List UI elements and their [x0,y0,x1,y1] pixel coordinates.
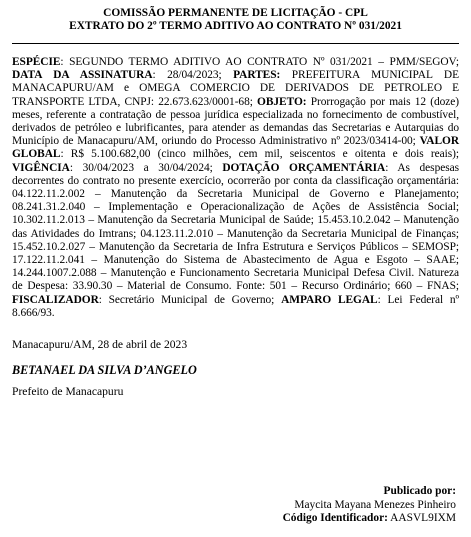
amparo-text: : Lei Federal nº 8.666/93. [12,293,460,319]
identifier-line [283,512,456,526]
header-divider [12,43,459,44]
data-assinatura-text: : 28/04/2023; [152,69,234,82]
especie-label: ESPÉCIE [12,56,61,68]
publication-block [283,485,456,526]
objeto-text: Prorrogação por mais 12 (doze) meses, referente a contratação de pessoa jurídica especializada no fornecimento de combustível, derivados de petróleo e lubrificantes, para atender as demandas das Secretarias e Autarquias do Município de Manacapuru/AM, oriundo do Processo Administrativo nº 2023/03414-00; [12,95,460,148]
partes-text: PREFEITURA MUNICIPAL DE MANACAPURU/AM e OMEGA COMERCIO DE DERIVADOS DE PETROLEO E TRANSPORTE LTDA, CNPJ: 22.673.623/0001-68; [12,69,460,108]
objeto-label: OBJETO: [257,95,307,108]
identifier-label: Código Identificador: [282,512,388,524]
publisher-name: Maycita Mayana Menezes Pinheiro [294,498,456,511]
header-extract-title: EXTRATO DO 2º TERMO ADITIVO AO CONTRATO Nº 031/2021 [69,20,402,32]
amparo-label: AMPARO LEGAL [281,293,378,306]
valor-global-label: VALOR GLOBAL [12,135,459,161]
vigencia-label: VIGÊNCIA [12,161,70,174]
header-commission-title: COMISSÃO PERMANENTE DE LICITAÇÃO - CPL [103,7,368,19]
fiscalizador-label: FISCALIZADOR [12,293,99,306]
extract-body [12,56,459,320]
partes-label: PARTES: [233,69,281,82]
dotacao-label: DOTAÇÃO ORÇAMENTÁRIA [222,161,386,174]
identifier-code: AASVL9IXM [390,512,456,524]
valor-global-text: : R$ 5.100.682,00 (cinco milhões, cem mil, seiscentos e oitenta e dois reais); [60,148,459,161]
signer-name: BETANAEL DA SILVA D’ANGELO [12,363,197,378]
dotacao-text: : As despesas decorrentes do contrato no presente exercício, ocorrerão por conta da classificação orçamentária: 04.122.11.2.002 – Manutenção da Secretaria Municipal de Governo e Planejamento; 08.241.31.2.040 – Implementação e Operacionalização de Ações de Assistência Social; 10.302.11.2.013 – Manutenção da Secretaria Municipal de Saúde; 15.453.10.2.042 – Manutenção das Atividades do Imtrans; 04.123.11.2.010 – Manutenção da Secretaria Municipal de Finanças; 15.452.10.2.027 – Manutenção da Secretaria de Infra Estrutura e Serviços Públicos – SEMOSP; 17.122.11.2.041 – Manutenção do Sistema de Abastecimento de Agua e Esgoto – SAAE; 14.244.1007.2.088 – Manutenção e Funcionamento Secretaria Municipal Defesa Civil. Natureza de Despesa: 33.90.30 – Material de Consumo. Fonte: 501 – Recurso Ordinário; 660 – FNAS; [12,161,459,293]
document-header [12,7,459,33]
signer-role: Prefeito de Manacapuru [12,385,124,399]
data-assinatura-label: DATA DA ASSINATURA [12,69,153,82]
vigencia-text: : 30/04/2023 a 30/04/2024; [69,161,223,174]
published-by-label: Publicado por: [383,485,456,497]
especie-text: : SEGUNDO TERMO ADITIVO AO CONTRATO Nº 031/2021 – PMM/SEGOV; [60,56,459,68]
place-date-line: Manacapuru/AM, 28 de abril de 2023 [12,338,188,352]
fiscalizador-text: : Secretário Municipal de Governo; [98,293,282,306]
